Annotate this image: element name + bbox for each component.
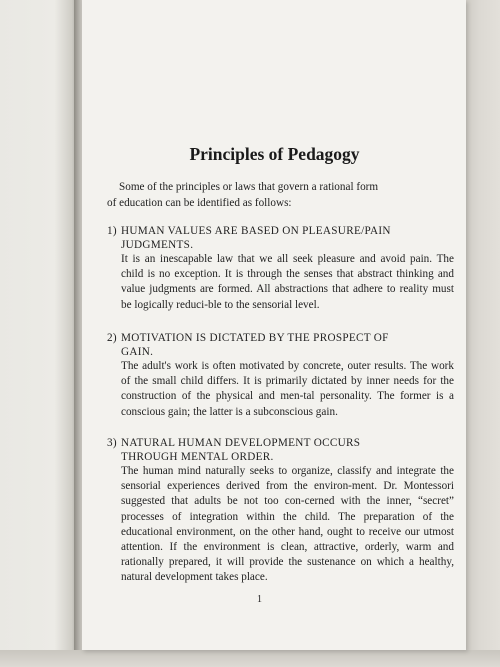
principle-heading-3 [107,437,454,464]
principle-body-2: The adult's work is often motivated by concrete, outer results. The work of the small child differs. It is primarily dictated by inner needs for the construction of the physical and men-tal personality. The former is a conscious gain; the latter is a subconscious gain. [121,360,454,418]
principle-heading-line-2a: MOTIVATION IS DICTATED BY THE PROSPECT OF [121,332,389,344]
principle-heading-line-3a: NATURAL HUMAN DEVELOPMENT OCCURS [121,437,361,449]
bottom-edge [0,650,500,667]
principle-body-3: The human mind naturally seeks to organize, classify and integrate the sensorial experiences derived from the environ-ment. Dr. Montessori suggested that adults be not too con-cerned with the inner, “secret” processes of integration within the child. The preparation of the educational environment, on the other hand, ought to receive our utmost attention. If the environment is clean, attractive, orderly, warm and rationally prepared, it will provide the sustenance on which a healthy, natural development takes place. [121,465,454,584]
intro-line-1: Some of the principles or laws that govern a rational form [119,181,379,193]
intro-line-2: of education can be identified as follows: [107,196,292,209]
intro-paragraph [107,180,453,211]
principle-heading-line-1b: JUDGMENTS. [121,238,194,251]
principle-heading-line-3b: THROUGH MENTAL ORDER. [121,450,274,463]
principle-section-1 [107,225,454,313]
left-page [0,0,78,667]
principle-body-1: It is an inescapable law that we all seek pleasure and avoid pain. The child is no exception. It is through the senses that abstract thinking and value judgments are formed. All abstractions that adhere to reality must be logically reduci-ble to the sensorial level. [121,253,454,311]
page-edge [466,0,500,667]
principle-number-1: 1) [107,225,117,237]
principle-heading-1 [107,225,454,252]
principle-number-3: 3) [107,437,117,449]
principle-section-2 [107,332,454,420]
principle-heading-line-1a: HUMAN VALUES ARE BASED ON PLEASURE/PAIN [121,225,391,237]
page-number: 1 [257,594,262,605]
page-title: Principles of Pedagogy [189,144,360,164]
principle-heading-line-2b: GAIN. [121,345,154,358]
principle-heading-2 [107,332,454,359]
principle-number-2: 2) [107,332,117,344]
principle-section-3 [107,437,454,586]
